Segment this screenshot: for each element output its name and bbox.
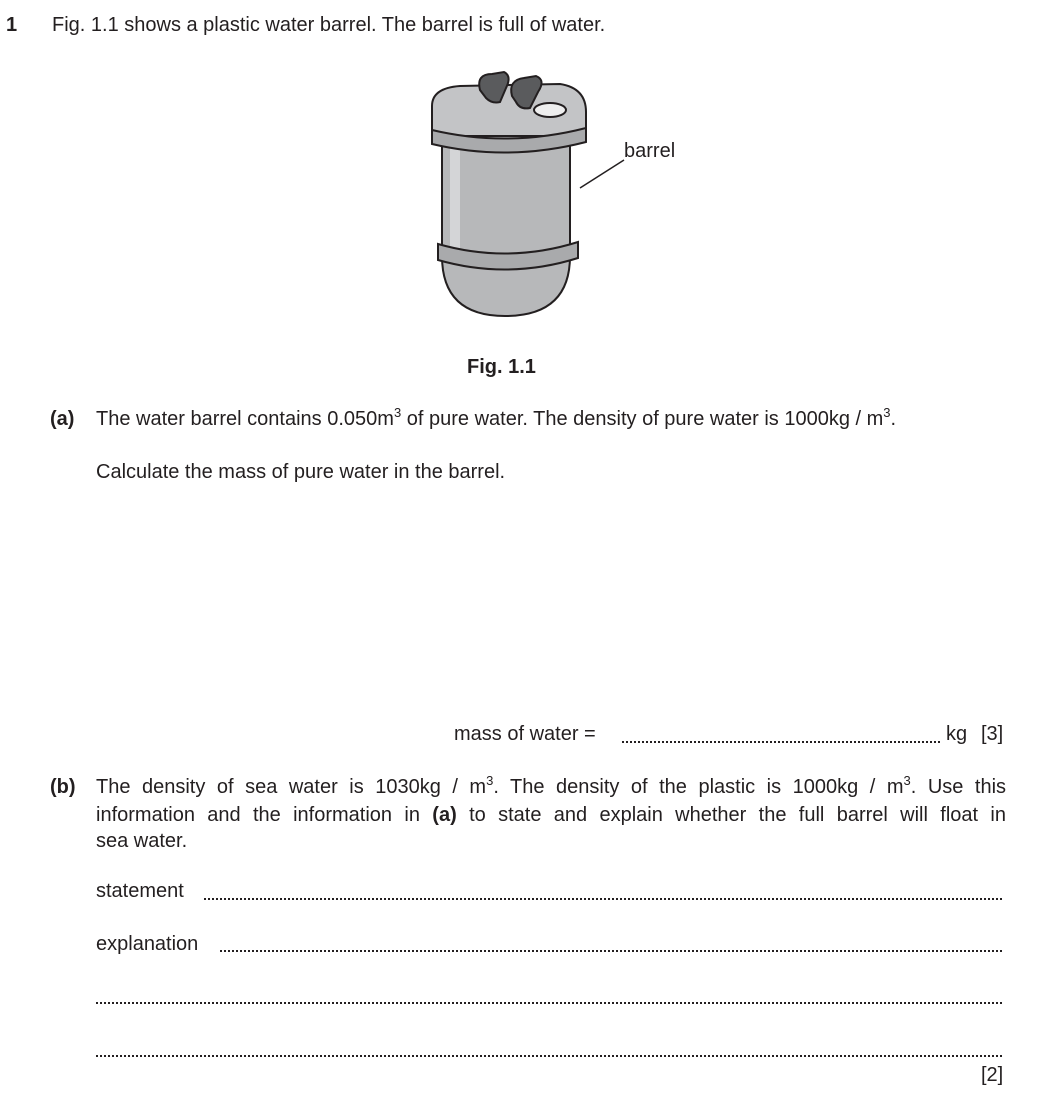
explanation-line-1[interactable] xyxy=(220,950,1002,952)
explanation-line-2[interactable] xyxy=(96,1002,1002,1004)
question-intro: Fig. 1.1 shows a plastic water barrel. The barrel is full of water. xyxy=(52,14,606,36)
mass-answer-unit: kg xyxy=(946,723,968,745)
barrel-label: barrel xyxy=(624,140,676,162)
mass-answer-line[interactable] xyxy=(622,741,940,743)
barrel-figure xyxy=(420,66,700,322)
explanation-label: explanation xyxy=(96,933,199,955)
part-a-text: The water barrel contains $0.050m^3$ of pure water. The density of pure water is $1000kg / m^3$. xyxy=(96,405,897,430)
part-b-text: The density of sea water is $1030kg / m^3$. The density of the plastic is $1000kg / m^3$. Use this information and the information in (a) to state and explain whether the full barrel will float in sea water. xyxy=(96,773,1007,852)
explanation-line-3[interactable] xyxy=(96,1055,1002,1057)
part-a-marks: [3] xyxy=(981,723,1004,745)
figure-caption: Fig. 1.1 xyxy=(467,356,536,378)
part-b-marks: [2] xyxy=(981,1064,1004,1086)
part-b-label: (b) xyxy=(50,776,76,798)
part-a-instruction: Calculate the mass of pure water in the barrel. xyxy=(96,461,506,483)
statement-label: statement xyxy=(96,880,184,902)
part-a-label: (a) xyxy=(50,408,75,430)
statement-line[interactable] xyxy=(204,898,1002,900)
question-number: 1 xyxy=(6,14,18,36)
mass-answer-label: mass of water = xyxy=(454,723,596,745)
